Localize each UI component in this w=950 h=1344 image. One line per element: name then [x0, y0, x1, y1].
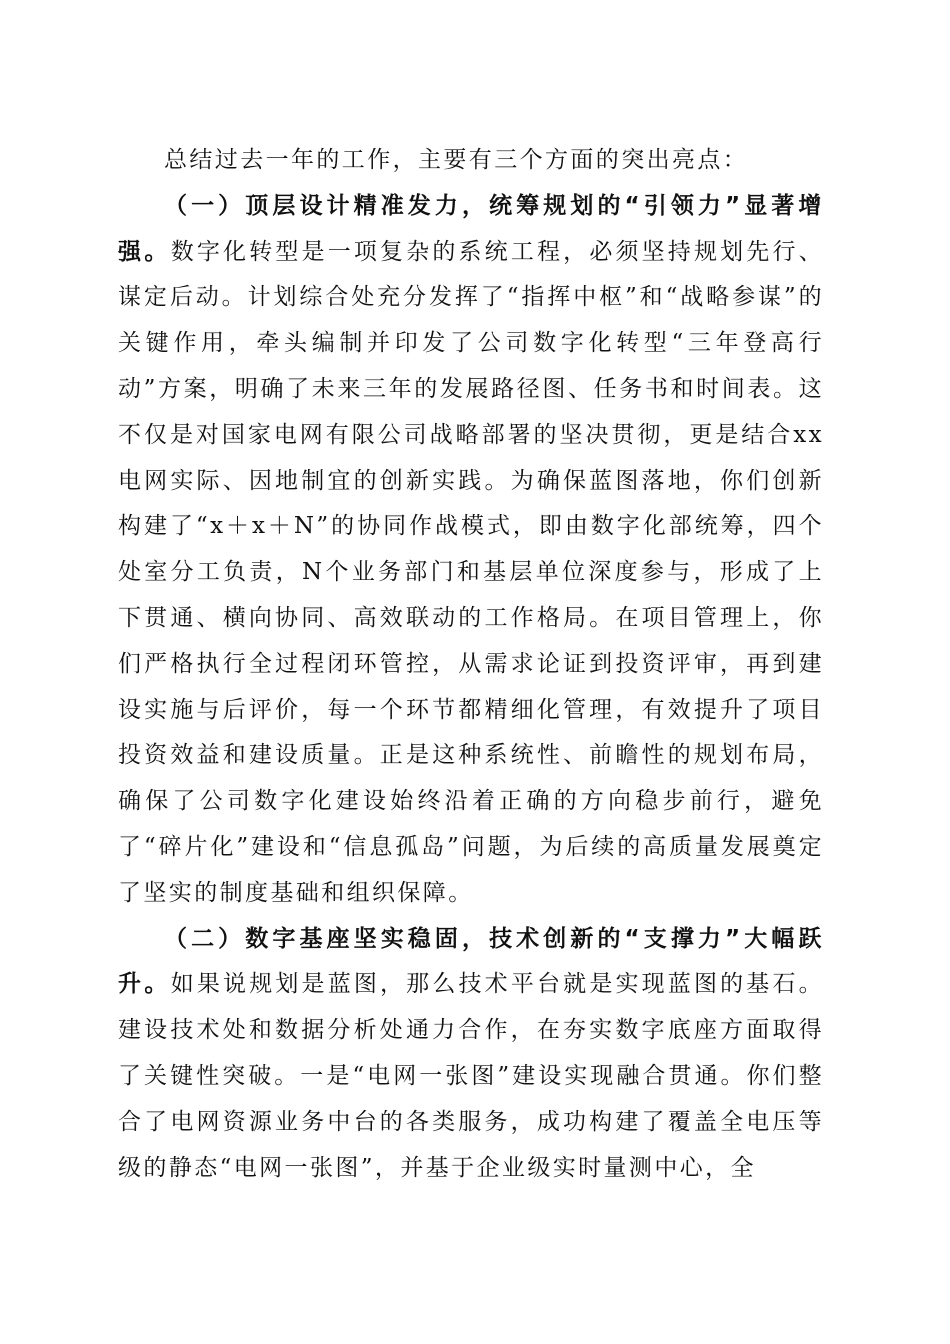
document-body [118, 138, 824, 1191]
section-body-1: 数字化转型是一项复杂的系统工程，必须坚持规划先行、谋定后动。计划综合处充分发挥了“指挥中枢”和“战略参谋”的关键作用，牵头编制并印发了公司数字化转型“三年登高行动”方案，明确了未来三年的发展路径图、任务书和时间表。这不仅是对国家电网有限公司战略部署的坚决贯彻，更是结合xx电网实际、因地制宜的创新实践。为确保蓝图落地，你们创新构建了“x＋x＋N”的协同作战模式，即由数字化部统筹，四个处室分工负责，N个业务部门和基层单位深度参与，形成了上下贯通、横向协同、高效联动的工作格局。在项目管理上，你们严格执行全过程闭环管控，从需求论证到投资评审，再到建设实施与后评价，每一个环节都精细化管理，有效提升了项目投资效益和建设质量。正是这种系统性、前瞻性的规划布局，确保了公司数字化建设始终沿着正确的方向稳步前行，避免了“碎片化”建设和“信息孤岛”问题，为后续的高质量发展奠定了坚实的制度基础和组织保障。 [118, 238, 825, 906]
section-heading-2: （二）数字基座坚实稳固，技术创新的“支撑力”大幅跃升。 [118, 925, 824, 998]
section-heading-1: （一）顶层设计精准发力，统筹规划的“引领力”显著增强。 [118, 192, 824, 265]
section-body-2: 如果说规划是蓝图，那么技术平台就是实现蓝图的基石。建设技术处和数据分析处通力合作，在夯实数字底座方面取得了关键性突破。一是“电网一张图”建设实现融合贯通。你们整合了电网资源业务中台的各类服务，成功构建了覆盖全电压等级的静态“电网一张图”，并基于企业级实时量测中心，全 [118, 971, 825, 1181]
section-paragraph-1 [118, 184, 824, 917]
section-paragraph-2 [118, 917, 824, 1192]
intro-paragraph: 总结过去一年的工作，主要有三个方面的突出亮点： [164, 147, 749, 173]
